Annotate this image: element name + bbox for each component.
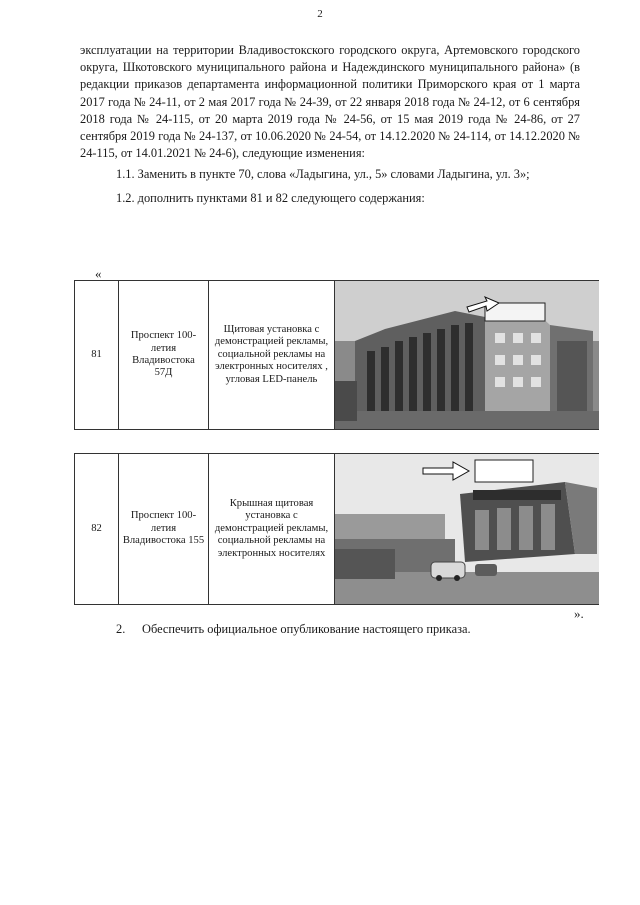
row-description: Крышная щитовая установка с демонстрацией рекламы, социальной рекламы на электронных носителях [209,454,335,605]
row-number: 81 [75,281,119,430]
open-quote: « [95,266,102,281]
item-2-text: Обеспечить официальное опубликование настоящего приказа. [142,622,471,636]
row-address: Проспект 100-летия Владивостока 57Д [119,281,209,430]
row-photo [335,281,599,430]
building-photo-82 [335,454,599,604]
row-address: Проспект 100-летия Владивостока 155 [119,454,209,605]
close-quote: ». [574,606,584,621]
paragraph-main: эксплуатации на территории Владивостокского городского округа, Артемовского городского округа, Шкотовского муниципального района и Надеждинского муниципального района» (в редакции приказов департамента информационной политики Приморского края от 1 марта 2017 года № 24-11, от 2 мая 2017 года № 24-39, от 22 января 2018 года № 24-12, от 6 сентября 2018 года № 24-115, от 20 марта 2019 года № 24-56, от 15 мая 2019 года № 24-86, от 27 сентября 2019 года № 24-137, от 10.06.2020 № 24-54, от 14.12.2020 № 24-114, от 14.12.2020 № 24-115, от 14.01.2021 № 24-6), следующие изменения: [80,43,580,161]
row-description: Щитовая установка с демонстрацией рекламы, социальной рекламы на электронных носителях , угловая LED-панель [209,281,335,430]
row-number: 82 [75,454,119,605]
body-text [80,42,580,207]
page-number: 2 [317,8,323,20]
item-2-number: 2. [116,622,126,636]
ad-table-81 [74,280,599,430]
paragraph-item-2 [116,622,471,637]
table-row [75,454,599,605]
paragraph-item-1-1: 1.1. Заменить в пункте 70, слова «Ладыгина, ул., 5» словами Ладыгина, ул. 3»; [116,167,530,182]
building-photo-81 [335,281,599,429]
row-photo [335,454,599,605]
table-row [75,281,599,430]
ad-table-82 [74,453,599,605]
paragraph-item-1-2: 1.2. дополнить пунктами 81 и 82 следующего содержания: [116,190,425,205]
